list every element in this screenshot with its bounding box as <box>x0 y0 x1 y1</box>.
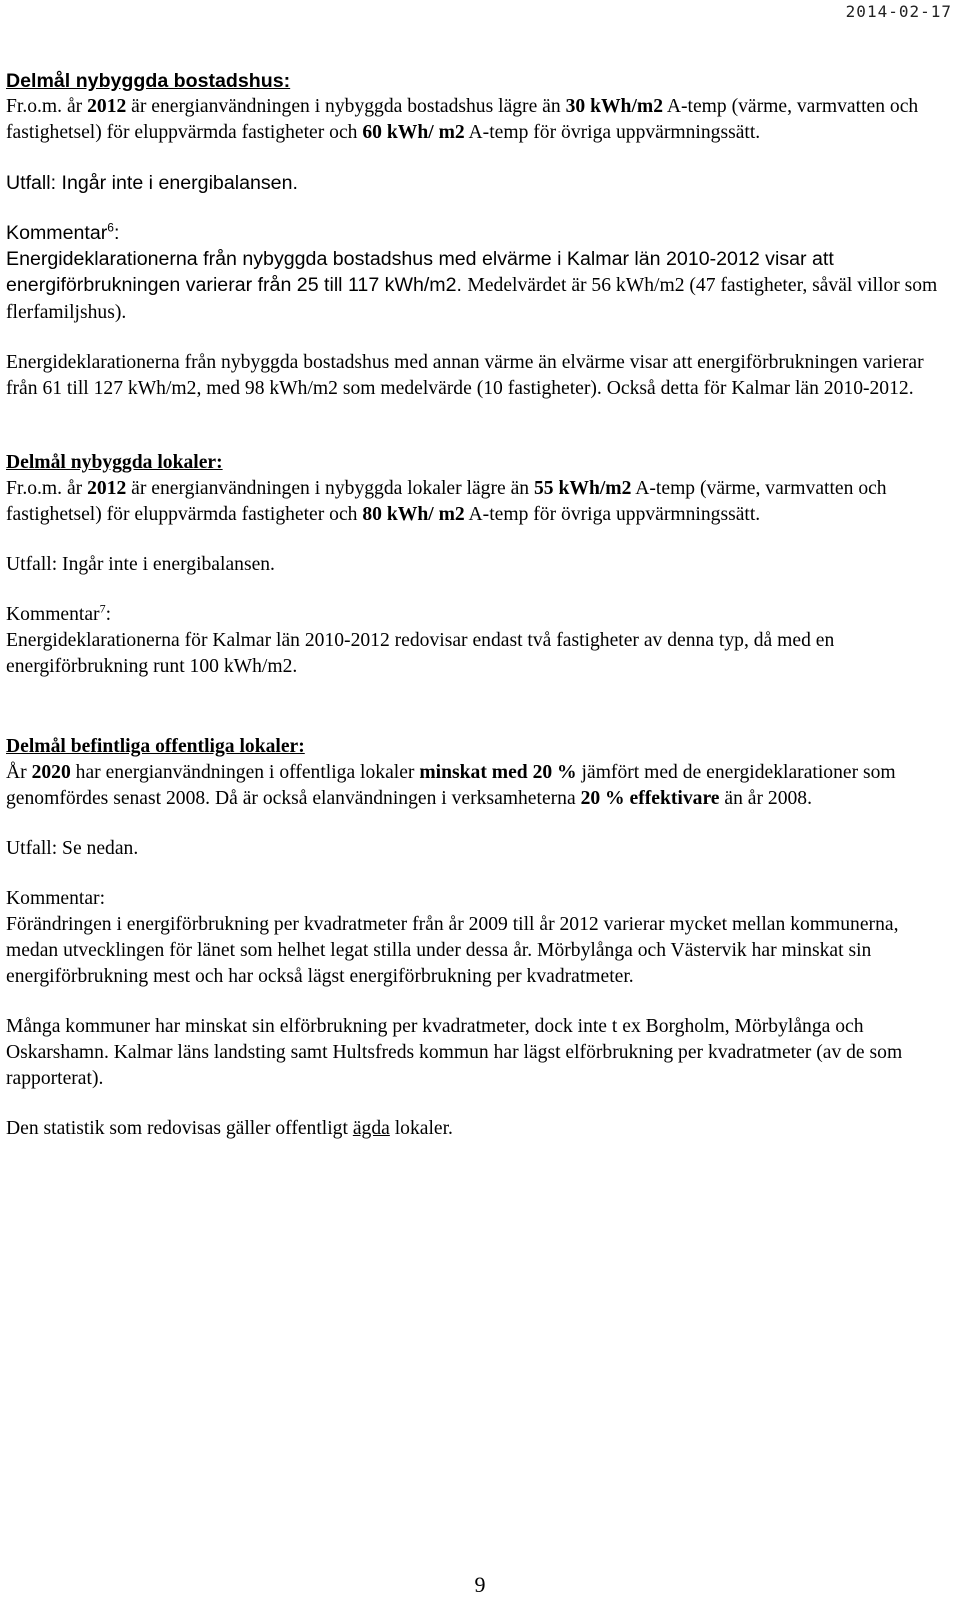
page-number: 9 <box>474 1572 486 1597</box>
section-heading-nybyggda-bostadshus: Delmål nybyggda bostadshus: <box>6 70 291 92</box>
section-heading-nybyggda-lokaler: Delmål nybyggda lokaler: <box>6 452 223 473</box>
comment-label: Kommentar: <box>6 888 106 909</box>
comment-paragraph <box>6 246 946 326</box>
goal-text: är energianvändningen i nybyggda bostadshus lägre än <box>126 96 566 117</box>
comment-paragraph: Förändringen i energiförbrukning per kvadratmeter från år 2009 till år 2012 varierar mycket mellan kommunerna, medan utvecklingen för länet som helhet legat stilla under dessa år. Mörbylånga och Västervik har minskat sin energiförbrukning mest och har också lägst energiförbrukning per kvadratmeter. <box>6 914 899 987</box>
goal-paragraph-lokaler <box>6 476 946 528</box>
goal-text: jämfört med de energideklarationer som genomfördes senast 2008. Då är också elanvändningen i verksamheterna <box>6 762 896 809</box>
comment-label <box>6 602 946 628</box>
comment-label-text: Kommentar <box>6 222 108 244</box>
underlined-word: ägda <box>352 1118 390 1139</box>
goal-paragraph-offentliga-lokaler <box>6 760 946 812</box>
goal-text: Fr.o.m. år <box>6 478 88 499</box>
goal-value: minskat med 20 % <box>419 762 577 783</box>
goal-text: Fr.o.m. år <box>6 96 88 117</box>
goal-paragraph-bostadshus <box>6 94 946 146</box>
outcome-text: Utfall: Ingår inte i energibalansen. <box>6 554 275 575</box>
comment-label <box>6 220 946 246</box>
goal-value: 30 kWh/m2 <box>565 96 664 117</box>
header-date: 2014-02-17 <box>845 2 952 21</box>
body-paragraph <box>6 1116 946 1142</box>
section-heading-befintliga-offentliga-lokaler: Delmål befintliga offentliga lokaler: <box>6 736 305 757</box>
goal-text: A-temp för övriga uppvärmningssätt. <box>464 504 761 525</box>
goal-value: 60 kWh/ m2 <box>362 122 465 143</box>
comment-label-suffix: : <box>113 222 120 244</box>
goal-year: 2012 <box>87 96 127 117</box>
body-text: lokaler. <box>389 1118 453 1139</box>
footnote-ref: 7 <box>99 601 106 616</box>
goal-text: A-temp (värme, varmvatten och fastighetsel) för eluppvärmda fastigheter och <box>6 96 919 143</box>
goal-value: 20 % effektivare <box>580 788 720 809</box>
footnote-ref: 6 <box>107 220 114 235</box>
goal-value: 55 kWh/m2 <box>533 478 632 499</box>
body-paragraph: Energideklarationerna från nybyggda bostadshus med annan värme än elvärme visar att energiförbrukningen varierar från 61 till 127 kWh/m2, med 98 kWh/m2 som medelvärde (10 fastigheter). Också detta för Kalmar län 2010-2012. <box>6 352 924 399</box>
body-text: Den statistik som redovisas gäller offentligt <box>6 1118 353 1139</box>
outcome-text: Utfall: Ingår inte i energibalansen. <box>6 172 298 194</box>
goal-text: År <box>6 762 32 783</box>
outcome-text: Utfall: Se nedan. <box>6 838 139 859</box>
comment-label-text: Kommentar <box>6 604 100 625</box>
comment-label-suffix: : <box>105 604 112 625</box>
comment-paragraph: Energideklarationerna för Kalmar län 2010-2012 redovisar endast två fastigheter av denna typ, då med en energiförbrukning runt 100 kWh/m2. <box>6 630 835 677</box>
document-body <box>6 68 946 1142</box>
body-paragraph: Många kommuner har minskat sin elförbrukning per kvadratmeter, dock inte t ex Borgholm, Mörbylånga och Oskarshamn. Kalmar läns landsting samt Hultsfreds kommun har lägst elförbrukning per kvadratmeter (av de som rapporterat). <box>6 1016 903 1089</box>
goal-text: är energianvändningen i nybyggda lokaler lägre än <box>126 478 534 499</box>
goal-text: än år 2008. <box>719 788 812 809</box>
goal-year: 2020 <box>31 762 71 783</box>
goal-text: A-temp för övriga uppvärmningssätt. <box>464 122 761 143</box>
goal-value: 80 kWh/ m2 <box>362 504 465 525</box>
goal-text: har energianvändningen i offentliga lokaler <box>70 762 420 783</box>
goal-year: 2012 <box>87 478 127 499</box>
comment-text: Medelvärdet är 56 kWh/m2 (47 fastigheter, såväl villor som flerfamiljshus). <box>6 275 938 323</box>
goal-text: A-temp (värme, varmvatten och fastighetsel) för eluppvärmda fastigheter och <box>6 478 887 525</box>
comment-text: Energideklarationerna från nybyggda bostadshus med elvärme i Kalmar län 2010-2012 visar att energiförbrukningen varierar från 25 till 117 kWh/m2. <box>6 248 834 296</box>
